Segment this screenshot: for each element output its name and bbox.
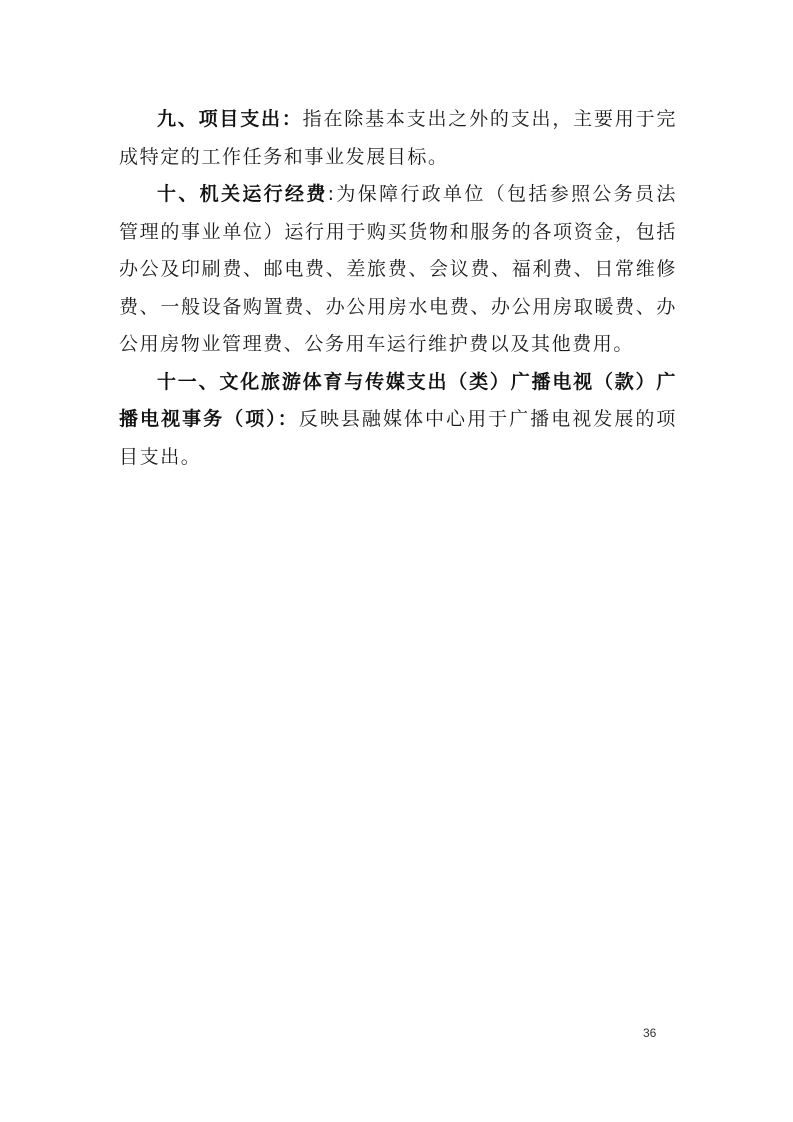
definition-term: 十、机关运行经费	[157, 183, 328, 205]
definition-term: 十一、文化旅游体育与传媒支出（类）广播电视（款）广播电视事务（项）：	[119, 370, 677, 430]
definition-paragraph-broadcast-affairs	[119, 364, 677, 477]
definition-text: :为保障行政单位（包括参照公务员法管理的事业单位）运行用于购买货物和服务的各项资金，包括办公及印刷费、邮电费、差旅费、会议费、福利费、日常维修费、一般设备购置费、办公用房水电费、办公用房取暖费、办公用房物业管理费、公务用车运行维护费以及其他费用。	[119, 183, 677, 355]
definition-text: 指在除基本支出之外的支出，主要用于完成特定的工作任务和事业发展目标。	[119, 108, 677, 168]
definition-paragraph-project-expenditure	[119, 101, 677, 176]
definition-paragraph-operating-funds	[119, 176, 677, 364]
page-number: 36	[643, 1026, 657, 1040]
definition-text: 反映县融媒体中心用于广播电视发展的项目支出。	[119, 408, 677, 468]
definition-term: 九、项目支出：	[157, 108, 303, 130]
document-body	[119, 101, 677, 476]
